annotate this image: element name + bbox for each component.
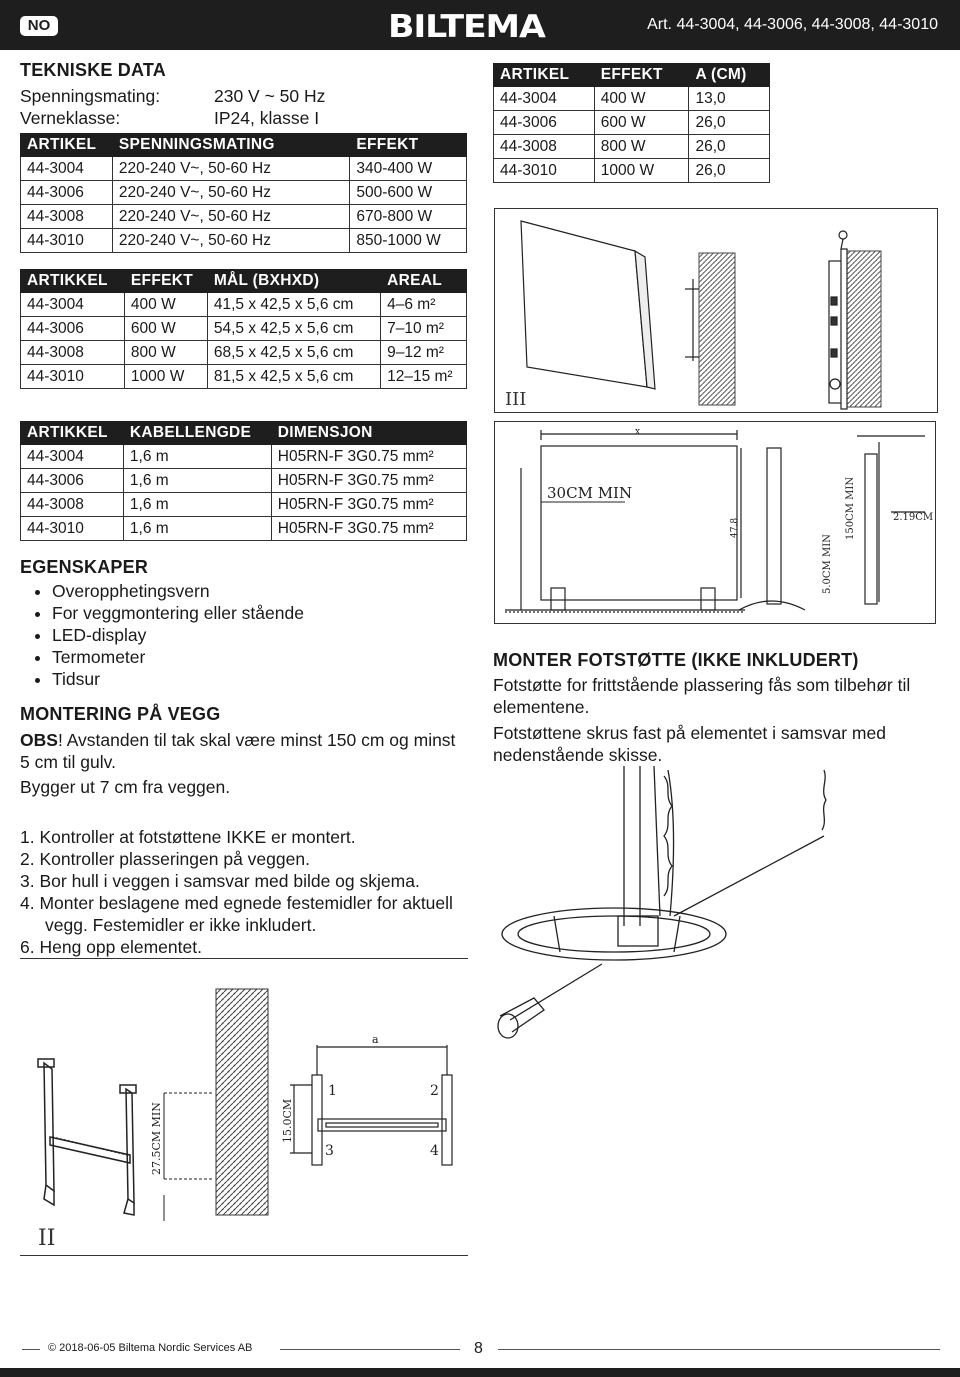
figure-heater-mounted xyxy=(494,208,938,413)
table-cell: 600 W xyxy=(124,317,207,341)
table-cell: 44-3006 xyxy=(494,111,595,135)
table-header: SPENNINGSMATING xyxy=(112,134,349,157)
table-cell: 44-3006 xyxy=(21,317,125,341)
list-item xyxy=(20,826,460,848)
table-row xyxy=(494,135,770,159)
table-header: A (CM) xyxy=(689,64,770,87)
table-row xyxy=(21,341,467,365)
protection-label: Verneklasse: xyxy=(20,108,121,128)
step-text: Monter beslagene med egnede festemidler for aktuell vegg. Festemidler er ikke inkludert. xyxy=(39,893,453,935)
table-header: KABELLENGDE xyxy=(123,422,271,445)
bracket-front xyxy=(290,1045,452,1165)
table-header: EFFEKT xyxy=(350,134,467,157)
table-cell: 800 W xyxy=(124,341,207,365)
dim-2-19: 2.19CM xyxy=(893,512,934,523)
footer-rule xyxy=(22,1349,40,1350)
dim-x: x xyxy=(635,427,641,437)
table-cell: 13,0 xyxy=(689,87,770,111)
dim-30cm: 30CM MIN xyxy=(547,484,633,502)
side-bracket xyxy=(685,279,699,361)
list-item: • Overopphetingsvern xyxy=(52,580,304,602)
list-item xyxy=(20,870,460,892)
footer-rule xyxy=(280,1349,460,1350)
table-cell: 220-240 V~, 50-60 Hz xyxy=(112,181,349,205)
features-list xyxy=(22,580,304,690)
hole-3: 3 xyxy=(325,1143,334,1159)
list-item: • Termometer xyxy=(52,646,304,668)
figure-label-iii: III xyxy=(505,389,527,410)
table-cell: H05RN-F 3G0.75 mm² xyxy=(271,445,466,469)
table-cell: 800 W xyxy=(594,135,689,159)
figure-clearance xyxy=(494,421,936,624)
table-cell: 44-3010 xyxy=(21,229,113,253)
table-row xyxy=(21,293,467,317)
dim-27-5: 27.5CM MIN xyxy=(150,1102,163,1175)
table-cell: 44-3010 xyxy=(21,517,124,541)
table-cell: 1,6 m xyxy=(123,469,271,493)
dim-150cm: 150CM MIN xyxy=(845,476,856,540)
table-cell: 44-3008 xyxy=(21,341,125,365)
table-cell: 44-3006 xyxy=(21,469,124,493)
protection-value: IP24, klasse I xyxy=(214,108,320,128)
table-cell: 7–10 m² xyxy=(381,317,467,341)
table-cell: 44-3008 xyxy=(494,135,595,159)
wall-mount-title: MONTERING PÅ VEGG xyxy=(20,704,221,724)
a-dimension-table xyxy=(493,63,770,183)
table-cell: 44-3008 xyxy=(21,493,124,517)
table-header: AREAL xyxy=(381,270,467,293)
table-cell: 44-3004 xyxy=(21,445,124,469)
table-cell: 44-3008 xyxy=(21,205,113,229)
tech-data-title: TEKNISKE DATA xyxy=(20,60,166,80)
dim-a: a xyxy=(372,1033,379,1046)
wall-texture xyxy=(216,989,268,1215)
bottom-bar xyxy=(0,1368,960,1377)
feet-title: MONTER FOTSTØTTE (IKKE INKLUDERT) xyxy=(493,650,859,670)
table-cell: 68,5 x 42,5 x 5,6 cm xyxy=(207,341,380,365)
header-bar xyxy=(0,0,960,50)
table-header: EFFEKT xyxy=(594,64,689,87)
table-cell: 1000 W xyxy=(594,159,689,183)
step-number: 4. xyxy=(20,893,35,913)
list-item xyxy=(20,892,460,936)
hole-4: 4 xyxy=(430,1143,439,1159)
table-cell: 41,5 x 42,5 x 5,6 cm xyxy=(207,293,380,317)
figure-foot-support-svg xyxy=(494,766,834,1056)
table-cell: 4–6 m² xyxy=(381,293,467,317)
figure-heater-mounted-svg xyxy=(495,209,937,412)
table-row xyxy=(21,517,467,541)
table-cell: H05RN-F 3G0.75 mm² xyxy=(271,469,466,493)
dim-5cm: 5.0CM MIN xyxy=(822,534,833,594)
brand-logo: BILTEMA xyxy=(388,9,545,45)
table-header: DIMENSJON xyxy=(271,422,466,445)
step-number: 3. xyxy=(20,871,35,891)
table-cell: 81,5 x 42,5 x 5,6 cm xyxy=(207,365,380,389)
figure-label-ii: II xyxy=(38,1226,56,1251)
table-cell: 400 W xyxy=(124,293,207,317)
table-row xyxy=(494,111,770,135)
table-cell: H05RN-F 3G0.75 mm² xyxy=(271,517,466,541)
features-title: EGENSKAPER xyxy=(20,557,149,577)
table-cell: 500-600 W xyxy=(350,181,467,205)
article-numbers: Art. 44-3004, 44-3006, 44-3008, 44-3010 xyxy=(647,16,938,33)
hole-2: 2 xyxy=(430,1083,439,1099)
table-row xyxy=(21,493,467,517)
table-cell: 54,5 x 42,5 x 5,6 cm xyxy=(207,317,380,341)
voltage-label: Spenningsmating: xyxy=(20,86,161,106)
feet-paragraph-1: Fotstøtte for frittstående plassering fås som tilbehør til elementene. xyxy=(493,675,911,717)
table-row xyxy=(21,181,467,205)
wall-texture xyxy=(699,253,735,405)
table-row xyxy=(494,159,770,183)
voltage-table xyxy=(20,133,467,253)
table-header: MÅL (BXHXD) xyxy=(207,270,380,293)
table-cell: 44-3004 xyxy=(21,157,113,181)
table-cell: 1,6 m xyxy=(123,493,271,517)
table-row xyxy=(21,365,467,389)
page-number: 8 xyxy=(474,1340,483,1357)
dim-15: 15.0CM xyxy=(281,1098,294,1143)
table-cell: 400 W xyxy=(594,87,689,111)
table-cell: 44-3004 xyxy=(21,293,125,317)
step-number: 6. xyxy=(20,937,35,957)
table-cell: 44-3010 xyxy=(21,365,125,389)
table-cell: H05RN-F 3G0.75 mm² xyxy=(271,493,466,517)
table-header: ARTIKEL xyxy=(21,134,113,157)
footer-rule xyxy=(498,1349,940,1350)
table-cell: 340-400 W xyxy=(350,157,467,181)
table-row xyxy=(21,205,467,229)
obs-label: OBS xyxy=(20,730,58,750)
step-number: 1. xyxy=(20,827,35,847)
table-cell: 44-3010 xyxy=(494,159,595,183)
step-number: 2. xyxy=(20,849,35,869)
table-cell: 44-3004 xyxy=(494,87,595,111)
wall-texture xyxy=(847,251,881,407)
step-text: Bor hull i veggen i samsvar med bilde og skjema. xyxy=(39,871,420,891)
cable-table xyxy=(20,421,467,541)
footer-copyright: © 2018-06-05 Biltema Nordic Services AB xyxy=(48,1342,253,1354)
figure-wall-bracket-svg xyxy=(20,959,468,1255)
list-item: • Tidsur xyxy=(52,668,304,690)
table-cell: 9–12 m² xyxy=(381,341,467,365)
table-cell: 26,0 xyxy=(689,111,770,135)
table-cell: 220-240 V~, 50-60 Hz xyxy=(112,229,349,253)
table-cell: 1,6 m xyxy=(123,445,271,469)
language-badge: NO xyxy=(20,16,58,36)
step-text: Kontroller plasseringen på veggen. xyxy=(39,849,310,869)
table-row xyxy=(21,469,467,493)
table-header: EFFEKT xyxy=(124,270,207,293)
table-cell: 670-800 W xyxy=(350,205,467,229)
table-cell: 26,0 xyxy=(689,159,770,183)
side-heater xyxy=(829,231,847,409)
table-header: ARTIKKEL xyxy=(21,270,125,293)
table-cell: 600 W xyxy=(594,111,689,135)
figure-foot-support xyxy=(494,766,834,1056)
dim-47-8: 47.8 xyxy=(730,517,740,538)
clearance-lines xyxy=(505,430,925,612)
obs-body: ! Avstanden til tak skal være minst 150 cm og minst 5 cm til gulv. xyxy=(20,730,456,772)
list-item: • For veggmontering eller stående xyxy=(52,602,304,624)
bracket-perspective xyxy=(38,1059,136,1215)
table-cell: 26,0 xyxy=(689,135,770,159)
table-cell: 12–15 m² xyxy=(381,365,467,389)
wall-obs-text xyxy=(20,729,460,773)
heater-panel xyxy=(521,221,655,389)
feet-paragraph-2: Fotstøttene skrus fast på elementet i samsvar med nedenstående skisse. xyxy=(493,723,886,765)
table-cell: 220-240 V~, 50-60 Hz xyxy=(112,157,349,181)
list-item xyxy=(20,848,460,870)
table-cell: 1000 W xyxy=(124,365,207,389)
dimensions-table xyxy=(20,269,467,389)
table-cell: 850-1000 W xyxy=(350,229,467,253)
table-row xyxy=(494,87,770,111)
table-row xyxy=(21,157,467,181)
voltage-value: 230 V ~ 50 Hz xyxy=(214,86,326,106)
figure-wall-bracket xyxy=(20,958,468,1256)
wall-note: Bygger ut 7 cm fra veggen. xyxy=(20,777,231,797)
table-row xyxy=(21,445,467,469)
list-item xyxy=(20,936,460,958)
step-text: Heng opp elementet. xyxy=(39,937,202,957)
wall-steps xyxy=(20,826,460,958)
table-cell: 1,6 m xyxy=(123,517,271,541)
table-header: ARTIKEL xyxy=(494,64,595,87)
table-row xyxy=(21,317,467,341)
table-cell: 44-3006 xyxy=(21,181,113,205)
list-item: • LED-display xyxy=(52,624,304,646)
table-row xyxy=(21,229,467,253)
foot-support-drawing xyxy=(498,766,826,1038)
table-cell: 220-240 V~, 50-60 Hz xyxy=(112,205,349,229)
step-text: Kontroller at fotstøttene IKKE er montert. xyxy=(39,827,356,847)
table-header: ARTIKKEL xyxy=(21,422,124,445)
hole-1: 1 xyxy=(328,1083,337,1099)
figure-clearance-svg xyxy=(495,422,935,623)
